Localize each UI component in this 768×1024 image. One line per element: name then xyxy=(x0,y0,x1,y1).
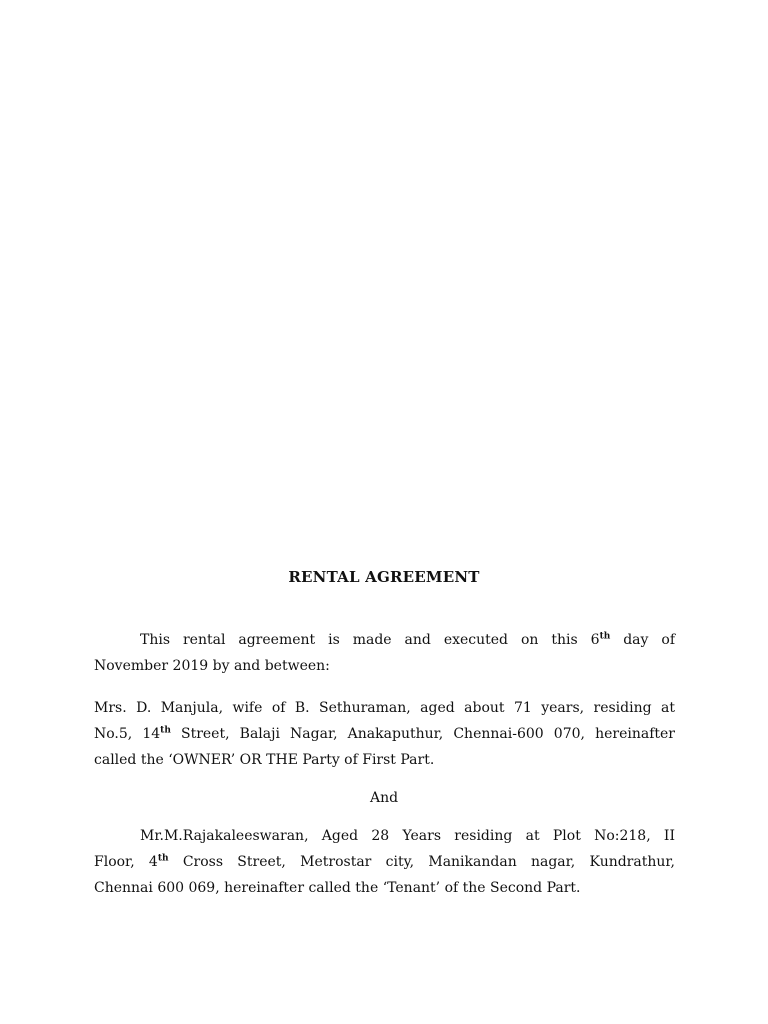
tenant-paragraph xyxy=(94,823,675,901)
intro-line-2: November 2019 by and between: xyxy=(94,658,330,674)
intro-line-1 xyxy=(94,627,675,653)
and-separator: And xyxy=(369,790,399,806)
tenant-line-2-ordinal: th xyxy=(157,853,169,864)
intro-line-1-tail: day of xyxy=(610,632,676,648)
intro-line-1-ordinal: th xyxy=(599,631,611,642)
intro-line-1-text: This rental agreement is made and executed on this 6 xyxy=(140,632,600,648)
tenant-line-2-tail: Cross Street, Metrostar city, Manikandan nagar, Kundrathur, xyxy=(168,854,675,870)
owner-line-1: Mrs. D. Manjula, wife of B. Sethuraman, aged about 71 years, residing at xyxy=(94,700,675,716)
owner-paragraph xyxy=(94,695,675,773)
document-title: RENTAL AGREEMENT xyxy=(288,568,480,586)
tenant-line-2 xyxy=(94,849,675,875)
owner-line-2 xyxy=(94,721,675,747)
tenant-line-1: Mr.M.Rajakaleeswaran, Aged 28 Years residing at Plot No:218, II xyxy=(140,828,675,844)
owner-line-3: called the ‘OWNER’ OR THE Party of First Part. xyxy=(94,752,435,768)
owner-line-2-ordinal: th xyxy=(160,725,171,736)
intro-paragraph xyxy=(94,627,675,679)
owner-line-2-text: No.5, 14 xyxy=(94,726,161,742)
owner-line-2-tail: Street, Balaji Nagar, Anakaputhur, Chennai-600 070, hereinafter xyxy=(170,726,675,742)
tenant-line-3: Chennai 600 069, hereinafter called the ‘Tenant’ of the Second Part. xyxy=(94,880,581,896)
tenant-line-2-text: Floor, 4 xyxy=(94,854,158,870)
